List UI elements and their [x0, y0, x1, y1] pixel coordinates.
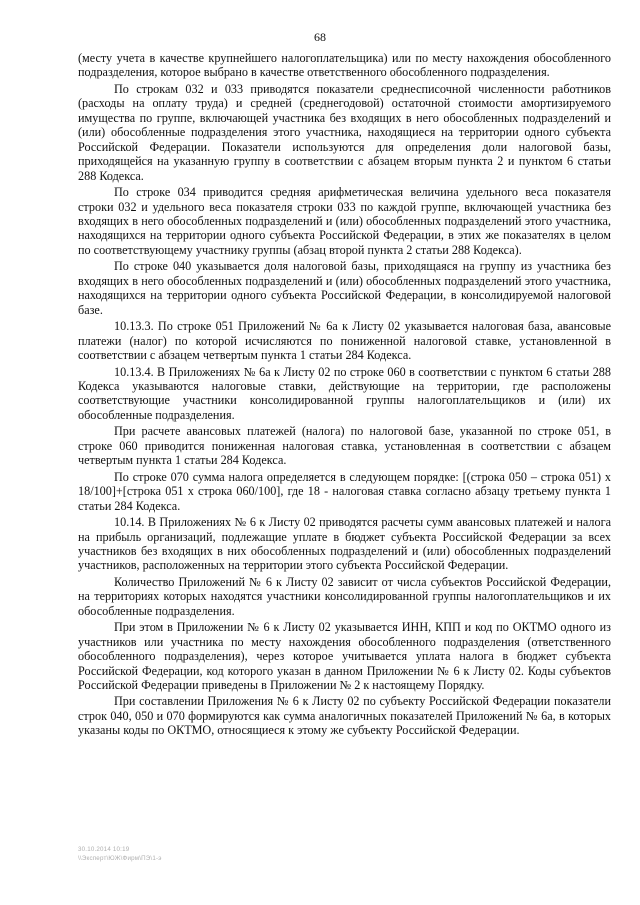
- paragraph-appendix-count: Количество Приложений № 6 к Листу 02 зависит от числа субъектов Российской Федерации, на территориях которых находятся участники консолидированной группы налогоплательщиков и их обособленные подразделения.: [78, 574, 611, 618]
- paragraph-line-070-formula: По строке 070 сумма налога определяется в следующем порядке: [(строка 050 – строка 051) x 18/100]+[строка 051 x строка 060/100], где 18 - налоговая ставка согласно абзацу третьему пункта 1 статьи 284 Кодекса.: [78, 469, 611, 513]
- paragraph-lines-032-033: По строкам 032 и 033 приводятся показатели среднесписочной численности работников (расходы на оплату труда) и средней (среднегодовой) остаточной стоимости амортизируемого имущества по группе, включающей участника без входящих в него обособленных подразделений и (или) обособленные подразделения этого участника, находящиеся на территории одного субъекта Российской Федерации. Показатели используются для определения доли налоговой базы, приходящейся на указанную группу в соответствии с абзацем вторым пункта 2 и пунктом 6 статьи 288 Кодекса.: [78, 81, 611, 183]
- paragraph-line-040: По строке 040 указывается доля налоговой базы, приходящаяся на группу из участника без входящих в него обособленных подразделений и (или) обособленных подразделений этого участника, находящихся на территории одного субъекта Российской Федерации, в консолидируемой налоговой базе.: [78, 259, 611, 317]
- paragraph-line-034: По строке 034 приводится средняя арифметическая величина удельного веса показателя строки 032 и удельного веса показателя строки 033 по каждой группе, включающей участника без входящих в него обособленных подразделений и (или) обособленных подразделений этого участника, находящихся на территории одного субъекта Российской Федерации, в этих же показателях в целом по соответствующему участнику группы (абзац второй пункта 2 статьи 288 Кодекса).: [78, 185, 611, 257]
- page-number: 68: [314, 30, 326, 44]
- footer-stamp: [78, 845, 162, 863]
- paragraph-reduced-rate: При расчете авансовых платежей (налога) по налоговой базе, указанной по строке 051, в строке 060 приводится пониженная налоговая ставка, установленная в соответствии с абзацем четвертым пункта 1 статьи 284 Кодекса.: [78, 424, 611, 468]
- paragraph-inn-kpp-oktmo: При этом в Приложении № 6 к Листу 02 указывается ИНН, КПП и код по ОКТМО одного из участников или участника по месту нахождения обособленного подразделения (ответственного обособленного подразделения), через которое учитывается уплата налога в бюджет субъекта Российской Федерации, код которого указан в данном Приложении № 6 к Листу 02. Коды субъектов Российской Федерации приведены в Приложении № 2 к настоящему Порядку.: [78, 620, 611, 693]
- paragraph-10-13-4: 10.13.4. В Приложениях № 6а к Листу 02 по строке 060 в соответствии с пунктом 6 статьи 288 Кодекса указываются налоговые ставки, действующие на территории, где расположены соответствующие участники консолидированной группы налогоплательщиков и (или) их обособленные подразделения.: [78, 364, 611, 422]
- paragraph-appendix-compilation: При составлении Приложения № 6 к Листу 02 по субъекту Российской Федерации показатели строк 040, 050 и 070 формируются как сумма аналогичных показателей Приложений № 6а, в которых указаны коды по ОКТМО, относящиеся к этому же субъекту Российской Федерации.: [78, 694, 611, 738]
- paragraph-10-14: 10.14. В Приложениях № 6 к Листу 02 приводятся расчеты сумм авансовых платежей и налога на прибыль организаций, подлежащие уплате в бюджет субъекта Российской Федерации за всех участников без входящих в них обособленных подразделений и (или) обособленных подразделений участников, расположенных на территории этого субъекта Российской Федерации.: [78, 515, 611, 573]
- footer-stamp-path: \\Эксперт\ЮЖ\Фирм\ПЭ\1-э: [78, 855, 162, 862]
- footer-stamp-date: 30.10.2014 10:19: [78, 846, 130, 853]
- paragraph-10-13-3: 10.13.3. По строке 051 Приложений № 6а к Листу 02 указывается налоговая база, авансовые платежи (налог) по которой исчисляются по пониженной налоговой ставке, установленной в соответствии с абзацем четвертым пункта 1 статьи 284 Кодекса.: [78, 319, 611, 363]
- document-body: [78, 51, 611, 740]
- paragraph-continuation: (месту учета в качестве крупнейшего налогоплательщика) или по месту нахождения обособленного подразделения, которое выбрано в качестве ответственного обособленного подразделения.: [78, 51, 611, 80]
